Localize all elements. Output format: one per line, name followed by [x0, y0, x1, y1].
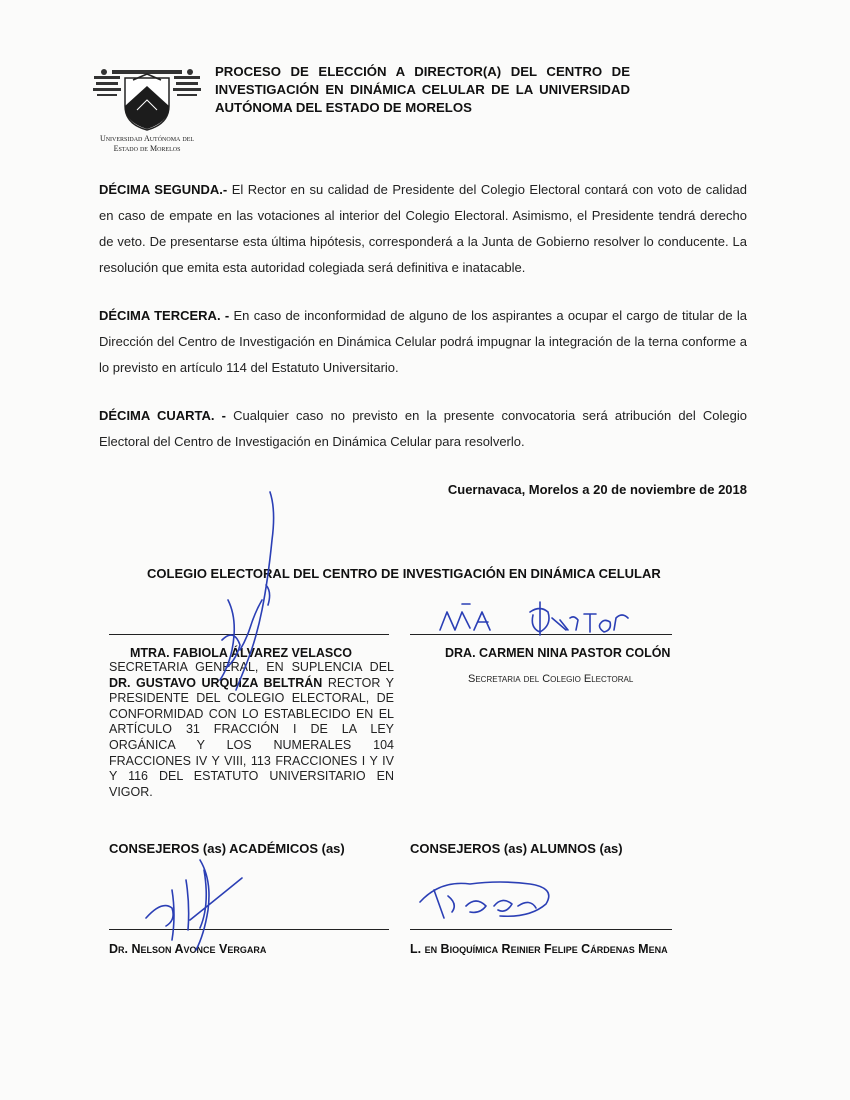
academic-counselors-heading: CONSEJEROS (as) ACADÉMICOS (as): [109, 841, 345, 856]
signature-nina-pastor: [440, 602, 628, 635]
signature-line-right: [410, 634, 672, 635]
role-rector-name: DR. GUSTAVO URQUIZA BELTRÁN: [109, 675, 323, 690]
clause-decima-cuarta: [99, 403, 747, 455]
clause-text: El Rector en su calidad de Presidente del Colegio Electoral contará con voto de calidad en caso de empate en las votaciones al interior del Colegio Electoral. Asimismo, el Presidente tendrá derecho de veto. De presentarse esta última hipótesis, corresponderá a la Junta de Gobierno resolver lo conducente. La resolución que emita esta autoridad colegiada será definitiva e inatacable.: [99, 182, 747, 275]
document-title: PROCESO DE ELECCIÓN A DIRECTOR(A) DEL CENTRO DE INVESTIGACIÓN EN DINÁMICA CELULAR DE LA UNIVERSIDAD AUTÓNOMA DEL ESTADO DE MORELOS: [215, 64, 630, 115]
signature-line-academic: [109, 929, 389, 930]
college-heading: COLEGIO ELECTORAL DEL CENTRO DE INVESTIGACIÓN EN DINÁMICA CELULAR: [147, 566, 661, 581]
signature-line-student: [410, 929, 672, 930]
student-counselors-heading: CONSEJEROS (as) ALUMNOS (as): [410, 841, 623, 856]
clause-heading: DÉCIMA SEGUNDA.-: [99, 182, 228, 197]
signature-line-left: [109, 634, 389, 635]
clause-heading: DÉCIMA TERCERA. -: [99, 308, 230, 323]
signature-nelson-avonce: [146, 860, 242, 950]
clause-text: En caso de inconformidad de alguno de los aspirantes a ocupar el cargo de titular de la Dirección del Centro de Investigación en Dinámica Celular podrá impugnar la integración de la terna conforme a lo previsto en artículo 114 del Estatuto Universitario.: [99, 308, 747, 375]
academic-member-name: Dr. Nelson Avonce Vergara: [109, 942, 267, 956]
clause-decima-tercera: [99, 303, 747, 381]
student-member-name: L. en Bioquímica Reinier Felipe Cárdenas Mena: [410, 942, 668, 956]
place-date: Cuernavaca, Morelos a 20 de noviembre de 2018: [447, 482, 747, 497]
signatory-left-name: MTRA. FABIOLA ÁLVAREZ VELASCO: [130, 646, 352, 660]
signatory-left-role: [109, 660, 394, 800]
role-text: SECRETARIA GENERAL, EN SUPLENCIA DEL: [109, 660, 394, 674]
clause-heading: DÉCIMA CUARTA. -: [99, 408, 226, 423]
signature-reinier-cardenas: [420, 882, 549, 918]
logo-caption: Universidad Autónoma del Estado de Morelos: [99, 134, 195, 153]
signatory-right-name: DRA. CARMEN NINA PASTOR COLÓN: [445, 646, 671, 660]
signatory-right-role: Secretaria del Colegio Electoral: [468, 673, 634, 685]
role-text: RECTOR Y PRESIDENTE DEL COLEGIO ELECTORAL, DE CONFORMIDAD CON LO ESTABLECIDO EN EL ARTÍCULO 31 FRACCIÓN I DE LA LEY ORGÁNICA Y LOS NUMERALES 104 FRACCIONES IV Y VIII, 113 FRACCIONES I Y IV Y 116 DEL ESTATUTO UNIVERSITARIO EN VIGOR.: [109, 675, 394, 799]
clause-text: Cualquier caso no previsto en la presente convocatoria será atribución del Colegio Electoral del Centro de Investigación en Dinámica Celular para resolverlo.: [99, 408, 747, 449]
clause-decima-segunda: [99, 177, 747, 281]
university-logo: [92, 66, 202, 132]
